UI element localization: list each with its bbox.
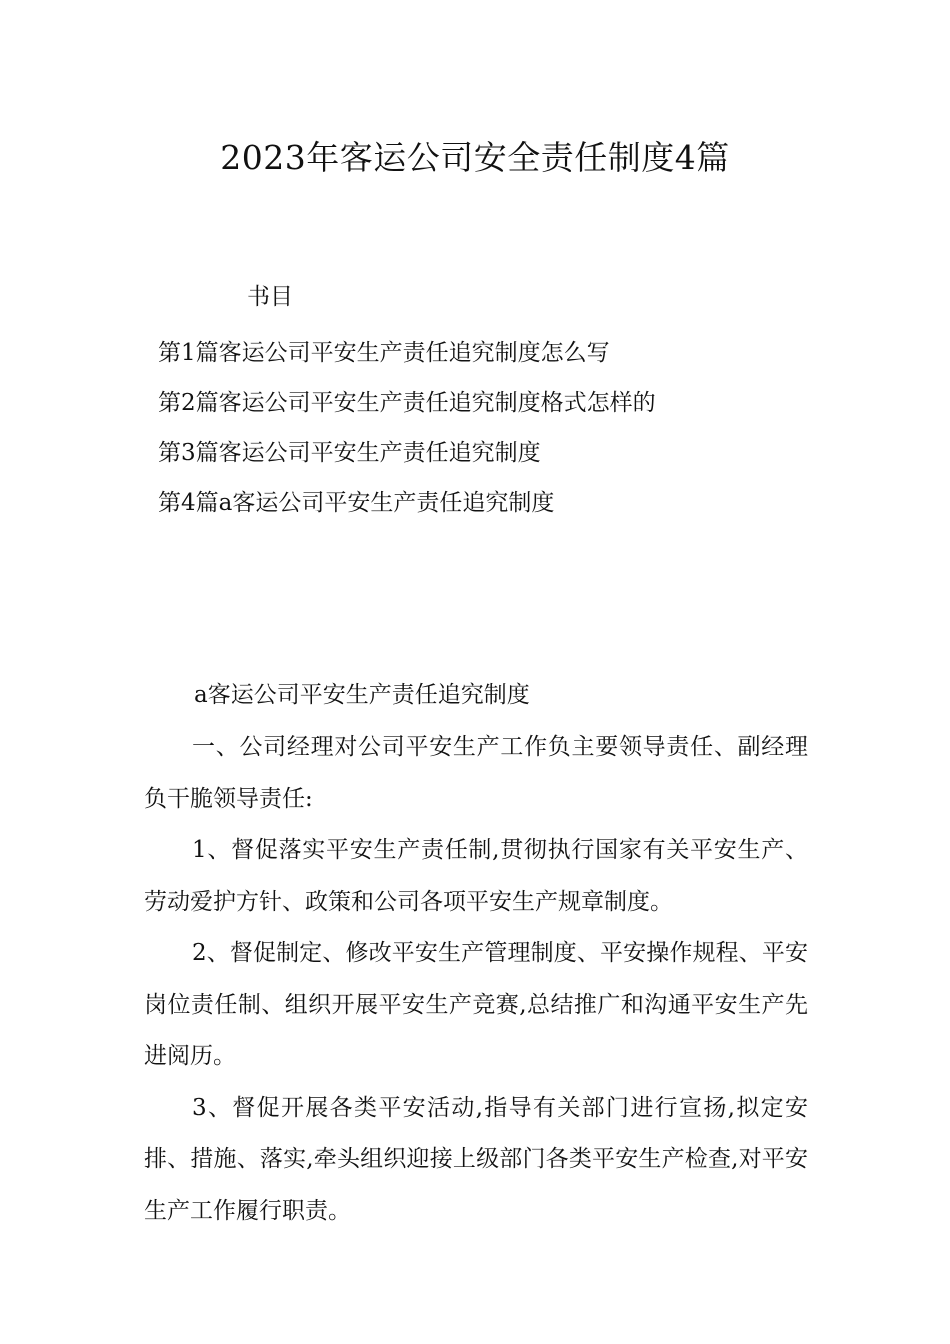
section-body <box>144 722 808 1237</box>
toc-item-1: 第1篇客运公司平安生产责任追究制度怎么写 <box>158 340 610 366</box>
toc-heading: 书目 <box>247 284 293 310</box>
toc-list <box>158 328 656 528</box>
paragraph-2: 1、督促落实平安生产责任制,贯彻执行国家有关平安生产、劳动爱护方针、政策和公司各项平安生产规章制度。 <box>144 837 808 915</box>
paragraph-4: 3、督促开展各类平安活动,指导有关部门进行宣扬,拟定安排、措施、落实,牵头组织迎接上级部门各类平安生产检查,对平安生产工作履行职责。 <box>144 1094 808 1224</box>
toc-item-2: 第2篇客运公司平安生产责任追究制度格式怎样的 <box>158 390 656 416</box>
toc-item-4: 第4篇a客运公司平安生产责任追究制度 <box>158 490 555 516</box>
toc-item-3: 第3篇客运公司平安生产责任追究制度 <box>158 440 541 466</box>
paragraph-3: 2、督促制定、修改平安生产管理制度、平安操作规程、平安岗位责任制、组织开展平安生产竞赛,总结推广和沟通平安生产先进阅历。 <box>144 940 808 1069</box>
section-heading: a客运公司平安生产责任追究制度 <box>194 682 530 708</box>
paragraph-1: 一、公司经理对公司平安生产工作负主要领导责任、副经理负干脆领导责任: <box>144 734 808 812</box>
document-title: 2023年客运公司安全责任制度4篇 <box>220 138 730 177</box>
